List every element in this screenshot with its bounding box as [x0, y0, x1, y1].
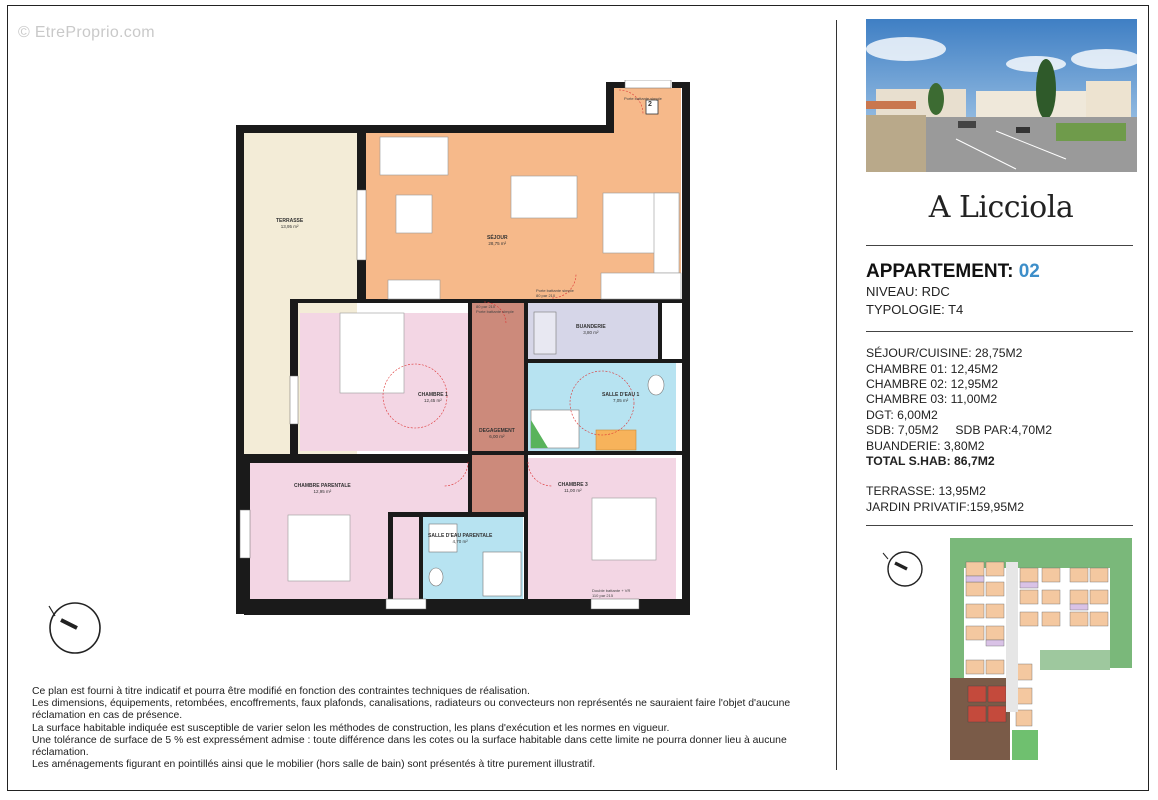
note-window-ch3: Double battante + VR 110 par 215: [592, 588, 631, 598]
compass-icon: [47, 600, 103, 656]
floor-plan: [236, 80, 691, 615]
watermark: © EtreProprio.com: [18, 24, 155, 41]
residence-photo: [866, 19, 1137, 172]
label-chambre1: CHAMBRE 1 12,45 m²: [418, 392, 448, 404]
note-door-degagement: 80 par 210 Porte battante simple: [476, 304, 514, 314]
label-chambre3: CHAMBRE 3 11,00 m²: [558, 482, 588, 494]
disclaimer-line: La surface habitable indiquée est susceptible de varier selon les méthodes de construction, les plans d'exécution et les normes en vigueur.: [32, 722, 670, 734]
surface-item: CHAMBRE 01: 12,45M2: [866, 362, 999, 376]
typologie: TYPOLOGIE: T4: [866, 302, 964, 317]
surface-item: CHAMBRE 03: 11,00M2: [866, 392, 998, 406]
disclaimer: [32, 686, 822, 771]
label-terrasse: TERRASSE 13,95 m²: [276, 218, 304, 230]
total-surface: TOTAL S.HAB: 86,7M2: [866, 454, 995, 468]
degagement-fill: [472, 302, 524, 512]
entry-number: 2: [648, 101, 652, 108]
exterieur-item: TERRASSE: 13,95M2: [866, 484, 986, 498]
surface-item: DGT: 6,00M2: [866, 408, 938, 422]
brand-logo: A Licciola: [928, 190, 1074, 225]
disclaimer-line: Les dimensions, équipements, retombées, encoffrements, faux plafonds, canalisations, radiateurs ou convecteurs non représentés ne sauraient faire l'objet d'aucune réclamation en cas de présence.: [32, 698, 791, 722]
separator: [866, 331, 1133, 332]
label-sejour: SÉJOUR 28,75 m²: [487, 235, 508, 247]
separator: [866, 525, 1133, 526]
column-divider: [836, 20, 837, 770]
disclaimer-line: Ce plan est fourni à titre indicatif et pourra être modifié en fonction des contraintes techniques de réalisation.: [32, 686, 530, 697]
disclaimer-line: Les aménagements figurant en pointillés ainsi que le mobilier (hors salle de bain) sont présentés à titre purement illustratif.: [32, 759, 596, 771]
label-sde1: SALLE D'EAU 1 7,05 m²: [602, 392, 640, 404]
note-door-sejour: Porte battante simple 80 par 210: [536, 288, 574, 298]
exterieur-item: JARDIN PRIVATIF:159,95M2: [866, 500, 1025, 514]
label-parentale: CHAMBRE PARENTALE 12,95 m²: [294, 483, 351, 495]
compass-icon: [881, 547, 925, 591]
niveau: NIVEAU: RDC: [866, 284, 950, 299]
surface-item: BUANDERIE: 3,80M2: [866, 439, 985, 453]
note-door-entry: Porte battante simple: [624, 96, 662, 101]
label-degagement: DEGAGEMENT 6,00 m²: [479, 428, 515, 440]
label-buanderie: BUANDERIE 3,80 m²: [576, 324, 606, 336]
separator: [866, 245, 1133, 246]
surface-item: SDB: 7,05M2 SDB PAR:4,70M2: [866, 423, 1053, 437]
surface-item: SÉJOUR/CUISINE: 28,75M2: [866, 346, 1023, 360]
site-plan: [950, 538, 1132, 760]
appartement-title: [866, 261, 1040, 283]
disclaimer-line: Une tolérance de surface de 5 % est expressément admise : toute différence dans les cotes ou la surface habitable dans cette limite ne pourra donner lieu à aucune réclamation.: [32, 734, 787, 759]
appartement-number: 02: [1018, 261, 1040, 282]
surface-item: CHAMBRE 02: 12,95M2: [866, 377, 999, 391]
appartement-label: APPARTEMENT:: [866, 261, 1014, 282]
label-sde-parentale: SALLE D'EAU PARENTALE 4,70 m²: [428, 533, 493, 545]
